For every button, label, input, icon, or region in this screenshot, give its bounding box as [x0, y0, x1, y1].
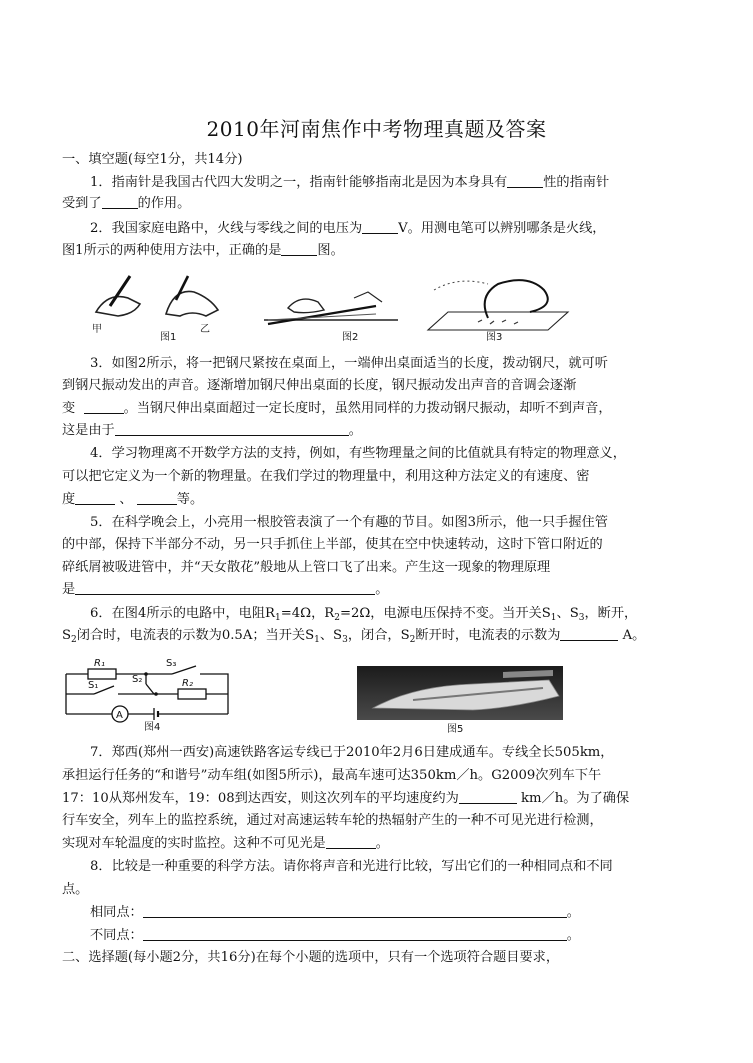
figure-3-caption: 图3 [486, 332, 503, 342]
question-6-line-2: $S_2$闭合时，电流表的示数为0.5A；当开关$S_1$、$S_3$，闭合，$S_2$断开时，电流表的示数为 A。 [62, 628, 646, 645]
question-text: 实现对车轮温度的实时监控。这种不可见光是 [62, 836, 326, 851]
question-text: 度 [62, 492, 76, 507]
hand-icon [96, 297, 140, 316]
question-7-line-2: 承担运行任务的“和谐号”动车组(如图5所示)，最高车速可达350km／h。G2009次列车下午 [62, 768, 602, 783]
paper-flakes [434, 281, 488, 290]
question-4-line-3 [62, 492, 694, 508]
label-s1: S₁ [88, 680, 99, 691]
question-7-line-1: 7．郑西(郑州一西安)高速铁路客运专线已于2010年2月6日建成通车。专线全长505km， [90, 745, 614, 760]
figure-4-caption: 图4 [144, 722, 161, 732]
question-text: 。 [348, 423, 362, 438]
figure-1-label-yi: 乙 [200, 324, 210, 335]
resistor-r1-icon [88, 669, 116, 679]
section-heading-fill-blank: 一、填空题(每空1分，共14分) [62, 152, 243, 167]
answer-blank[interactable] [326, 836, 376, 849]
question-6-line-1: 6．在图4所示的电路中，电阻$R_1=4\Omega$，$R_2=2\Omega$，电源电压保持不变。当开关$S_1$、$S_3$，断开， [90, 606, 638, 623]
question-7-line-3 [62, 791, 694, 807]
figure-3-hose [418, 270, 578, 342]
switch-s2-icon [146, 684, 154, 694]
question-text: 17：10从郑州发车，19：08到达西安，则这次列车的平均速度约为 [62, 791, 459, 806]
answer-blank[interactable] [102, 196, 138, 209]
hand-icon [166, 291, 218, 316]
question-3-line-2: 到钢尺振动发出的声音。逐渐增加钢尺伸出桌面的长度，钢尺振动发出声音的音调会逐渐 [62, 378, 577, 393]
answer-blank[interactable] [143, 928, 567, 941]
answer-blank[interactable] [143, 905, 567, 918]
question-5-line-4 [62, 582, 694, 598]
question-3-line-3 [62, 401, 694, 417]
question-5-line-3: 碎纸屑被吸进管中，并“天女散花”般地从上管口飞了出来。产生这一现象的物理原理 [62, 560, 551, 575]
question-text: 是 [62, 582, 76, 597]
question-text: 。当钢尺伸出桌面超过一定长度时，虽然用同样的力拨动钢尺振动，却听不到声音， [123, 401, 612, 416]
answer-blank[interactable] [115, 423, 349, 436]
test-pen-icon [176, 276, 188, 300]
question-5-line-1: 5．在科学晚会上，小亮用一根胶管表演了一个有趣的节目。如图3所示，他一只手握住管 [90, 515, 608, 530]
question-text: 图。 [317, 243, 344, 258]
label-s2: S₂ [132, 674, 143, 685]
question-text: 。 [375, 836, 389, 851]
answer-blank[interactable] [84, 401, 124, 414]
question-text: 这是由于 [62, 423, 115, 438]
question-5-line-2: 的中部，保持下半部分不动，另一只手抓住上半部，使其在空中快速转动，这时下管口附近的 [62, 537, 603, 552]
figure-5-train-photo [353, 664, 567, 734]
question-2-line-1 [90, 221, 694, 237]
question-text: 。 [375, 582, 389, 597]
answer-blank[interactable] [137, 492, 177, 505]
label-r2: R₂ [182, 678, 193, 689]
junction-dot [144, 672, 148, 676]
question-2-line-2 [62, 243, 694, 259]
hand-icon [288, 299, 324, 313]
label-ammeter: A [116, 710, 123, 721]
figure-1-label-jia: 甲 [92, 324, 102, 335]
question-8-same-line [90, 905, 694, 921]
question-text: 。 [566, 905, 580, 920]
question-text: 的作用。 [137, 196, 191, 211]
answer-blank[interactable] [281, 243, 317, 256]
question-4-line-2: 可以把它定义为一个新的物理量。在我们学过的物理量中，利用这种方法定义的有速度、密 [62, 469, 590, 484]
paper-flakes [478, 320, 518, 324]
page-title: 2010年河南焦作中考物理真题及答案 [206, 117, 547, 141]
figure-2-caption: 图2 [342, 332, 359, 343]
question-7-line-4: 行车安全，列车上的监控系统，通过对高速运转车轮的热辐射产生的一种不可见光进行检测， [62, 813, 603, 828]
question-8-line-1: 8．比较是一种重要的科学方法。请你将声音和光进行比较，写出它们的一种相同点和不同 [90, 859, 613, 874]
question-1-line-2 [62, 196, 694, 212]
finger-icon [354, 292, 382, 302]
question-text: 等。 [176, 492, 204, 507]
question-8-diff-line [90, 928, 694, 944]
figure-1-caption: 图1 [160, 332, 177, 342]
question-text: 受到了 [62, 196, 102, 211]
table-surface [428, 312, 568, 330]
question-text: 不同点： [90, 928, 143, 943]
question-text: 图1所示的两种使用方法中，正确的是 [62, 243, 282, 258]
answer-blank[interactable] [560, 628, 618, 641]
question-1-line-1 [90, 175, 694, 191]
answer-blank[interactable] [75, 582, 375, 595]
answer-blank[interactable] [507, 175, 543, 188]
answer-blank[interactable] [362, 221, 398, 234]
test-pen-icon [110, 276, 130, 306]
question-8-line-2: 点。 [62, 882, 89, 897]
label-s3: S₃ [166, 658, 177, 669]
question-text: 变 [62, 401, 76, 416]
question-text: 相同点： [90, 905, 143, 920]
question-text: 1．指南针是我国古代四大发明之一，指南针能够指南北是因为本身具有 [90, 175, 508, 190]
label-r1: R₁ [94, 658, 105, 669]
section-heading-multiple-choice: 二、选择题(每小题2分，共16分)在每个小题的选项中，只有一个选项符合题目要求， [62, 950, 560, 965]
question-text: km／h。为了确保 [521, 791, 630, 806]
figure-5-caption: 图5 [447, 724, 464, 734]
answer-blank[interactable] [459, 791, 517, 804]
question-text: 2．我国家庭电路中，火线与零线之间的电压为 [90, 221, 363, 236]
answer-blank[interactable] [75, 492, 115, 505]
question-3-line-4 [62, 423, 694, 439]
junction-dot [154, 692, 158, 696]
question-text: 、 [119, 492, 133, 507]
question-4-line-1: 4．学习物理离不开数学方法的支持，例如，有些物理量之间的比值就具有特定的物理意义， [90, 446, 626, 461]
resistor-r2-icon [178, 689, 206, 699]
figure-1-test-pen [88, 270, 248, 342]
figure-4-circuit [60, 656, 238, 732]
question-text: V。用测电笔可以辨别哪条是火线， [398, 221, 606, 236]
question-text: 。 [566, 928, 580, 943]
question-7-line-5 [62, 836, 694, 852]
question-3-line-1: 3．如图2所示，将一把钢尺紧按在桌面上，一端伸出桌面适当的长度，拨动钢尺，就可听 [90, 356, 608, 371]
question-text: 性的指南针 [543, 175, 610, 190]
figure-2-steel-ruler [258, 280, 408, 344]
